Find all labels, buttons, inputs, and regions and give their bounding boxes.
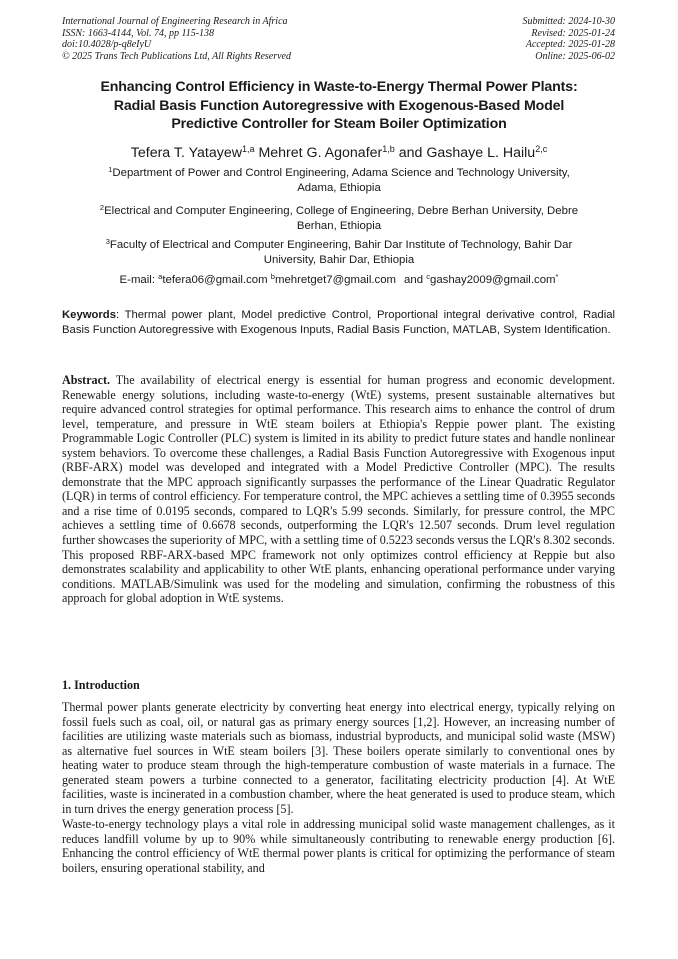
email-connector: and xyxy=(404,274,424,286)
email-c[interactable]: gashay2009@gmail.com xyxy=(429,274,556,286)
affiliation-3-line-2: University, Bahir Dar, Ethiopia xyxy=(263,253,415,266)
abstract-text: The availability of electrical energy is essential for human progress and economic development. Renewable energy solutions, including waste-to-energy (WtE) systems, present sustainable alternatives but require advanced control strategies for optimal performance. This research aims to enhance the control of drum level, temperature, and pressure in WtE steam boilers at Ethiopia's Reppie power plant. The existing Programmable Logic Controller (PLC) system is limited in its ability to predict future states and handle nonlinear system behaviors. To overcome these challenges, a Radial Basis Function Autoregressive with Exogenous input (RBF-ARX) model was developed and integrated with a Model Predictive Controller (MPC). The results demonstrate that the MPC approach significantly surpasses the performance of the Linear Quadratic Regulator (LQR) in terms of control efficiency. For temperature control, the MPC achieves a settling time of 0.3955 seconds and a rise time of 0.0195 seconds, compared to LQR's 5.99 seconds. Similarly, for pressure control, the MPC achieves a settling time of 0.6678 seconds, outperforming the LQR's 12.507 seconds. Drum level regulation further showcases the superiority of MPC, with a settling time of 0.5223 seconds versus the LQR's 8.302 seconds. This proposed RBF-ARX-based MPC framework not only optimizes control efficiency at Reppie but also demonstrates scalability and applicability to other WtE plants, enhancing operational performance under varying conditions. MATLAB/Simulink was used for the modeling and simulation, confirming the robustness of this approach for global adoption in WtE systems. xyxy=(62,373,615,606)
author-2-affil: 1,b xyxy=(382,144,395,154)
accepted-date: Accepted: 2025-01-28 xyxy=(525,39,615,51)
corresponding-star: * xyxy=(555,272,559,281)
email-a-sup: a xyxy=(158,272,163,281)
introduction-heading: 1. Introduction xyxy=(62,678,140,692)
email-line xyxy=(40,273,638,288)
title-line-3: Predictive Controller for Steam Boiler Optimization xyxy=(171,116,507,133)
author-connector: and xyxy=(398,145,423,161)
online-date: Online: 2025-06-02 xyxy=(535,50,615,62)
affiliation-1-line-2: Adama, Ethiopia xyxy=(297,181,381,194)
submission-dates xyxy=(523,16,616,62)
affiliation-1-line-1: Department of Power and Control Engineering, Adama Science and Technology University, xyxy=(112,167,570,179)
keywords-label: Keywords xyxy=(62,309,116,321)
author-3-affil: 2,c xyxy=(535,144,548,154)
title-line-1: Enhancing Control Efficiency in Waste-to-Energy Thermal Power Plants: xyxy=(100,79,578,95)
journal-info xyxy=(62,16,291,62)
doi: doi:10.4028/p-q8eIyU xyxy=(62,39,152,51)
author-3-name: Gashaye L. Hailu xyxy=(426,145,536,161)
author-1-name: Tefera T. Yatayew xyxy=(130,145,242,161)
submitted-date: Submitted: 2024-10-30 xyxy=(522,16,615,27)
introduction-paragraph-1: Thermal power plants generate electricity by converting heat energy into electrical energy, typically relying on fossil fuels such as coal, oil, or natural gas as primary energy sources [1,2]. However, an increasing number of facilities are utilizing waste materials such as biomass, industrial byproducts, and municipal solid waste (MSW) as alternative fuel sources in WtE steam boilers [3]. These boilers operate similarly to conventional ones by heating water to produce steam through the high-temperature combustion of waste materials in a furnace. The generated steam powers a turbine connected to a generator, facilitating electricity production [4]. At WtE facilities, waste is incinerated in a combustion chamber, where the heat generated is used to produce steam, which in turn drives the energy generation process [5]. xyxy=(62,700,615,816)
email-a[interactable]: tefera06@gmail.com xyxy=(162,274,268,286)
author-list xyxy=(40,144,638,162)
email-label: E-mail: xyxy=(119,274,155,286)
email-b-sup: b xyxy=(270,272,275,281)
email-c-sup: c xyxy=(426,272,430,281)
affiliation-3-sup: 3 xyxy=(105,237,110,246)
affiliation-2-line-2: Berhan, Ethiopia xyxy=(296,219,382,232)
affiliation-2 xyxy=(60,204,618,233)
email-b[interactable]: mehretget7@gmail.com xyxy=(274,274,397,286)
affiliation-3 xyxy=(60,238,618,267)
keywords-text: : Thermal power plant, Model predictive Control, Proportional integral derivative control, Radial Basis Function Autoregressive with Exogenous Inputs, Radial Basis Function, MATLAB, System Identification. xyxy=(62,309,615,336)
revised-date: Revised: 2025-01-24 xyxy=(531,27,615,39)
title-line-2: Radial Basis Function Autoregressive with Exogenous-Based Model xyxy=(113,97,565,114)
journal-name: International Journal of Engineering Research in Africa xyxy=(62,16,288,27)
abstract-block xyxy=(62,373,615,606)
author-2-name: Mehret G. Agonafer xyxy=(258,145,383,161)
keywords-block xyxy=(62,308,615,337)
author-1-affil: 1,a xyxy=(241,144,255,154)
copyright: © 2025 Trans Tech Publications Ltd, All Rights Reserved xyxy=(62,50,291,62)
issn-volume: ISSN: 1663-4144, Vol. 74, pp 115-138 xyxy=(62,27,215,39)
affiliation-2-sup: 2 xyxy=(99,203,105,212)
affiliation-1-sup: 1 xyxy=(108,165,113,174)
abstract-label: Abstract. xyxy=(62,373,111,387)
introduction-paragraph-2: Waste-to-energy technology plays a vital role in addressing municipal solid waste management challenges, as it reduces landfill volume by up to 90% while simultaneously contributing to renewable energy production [6]. Enhancing the control efficiency of WtE thermal power plants is critical for optimizing the performance of steam boilers, ensuring operational stability, and xyxy=(62,817,615,875)
affiliation-1 xyxy=(60,166,618,195)
affiliation-3-line-1: Faculty of Electrical and Computer Engineering, Bahir Dar Institute of Technology, Bahir Dar xyxy=(109,239,573,251)
paper-title xyxy=(52,78,626,134)
affiliation-2-line-1: Electrical and Computer Engineering, College of Engineering, Debre Berhan University, Debre xyxy=(104,205,579,217)
